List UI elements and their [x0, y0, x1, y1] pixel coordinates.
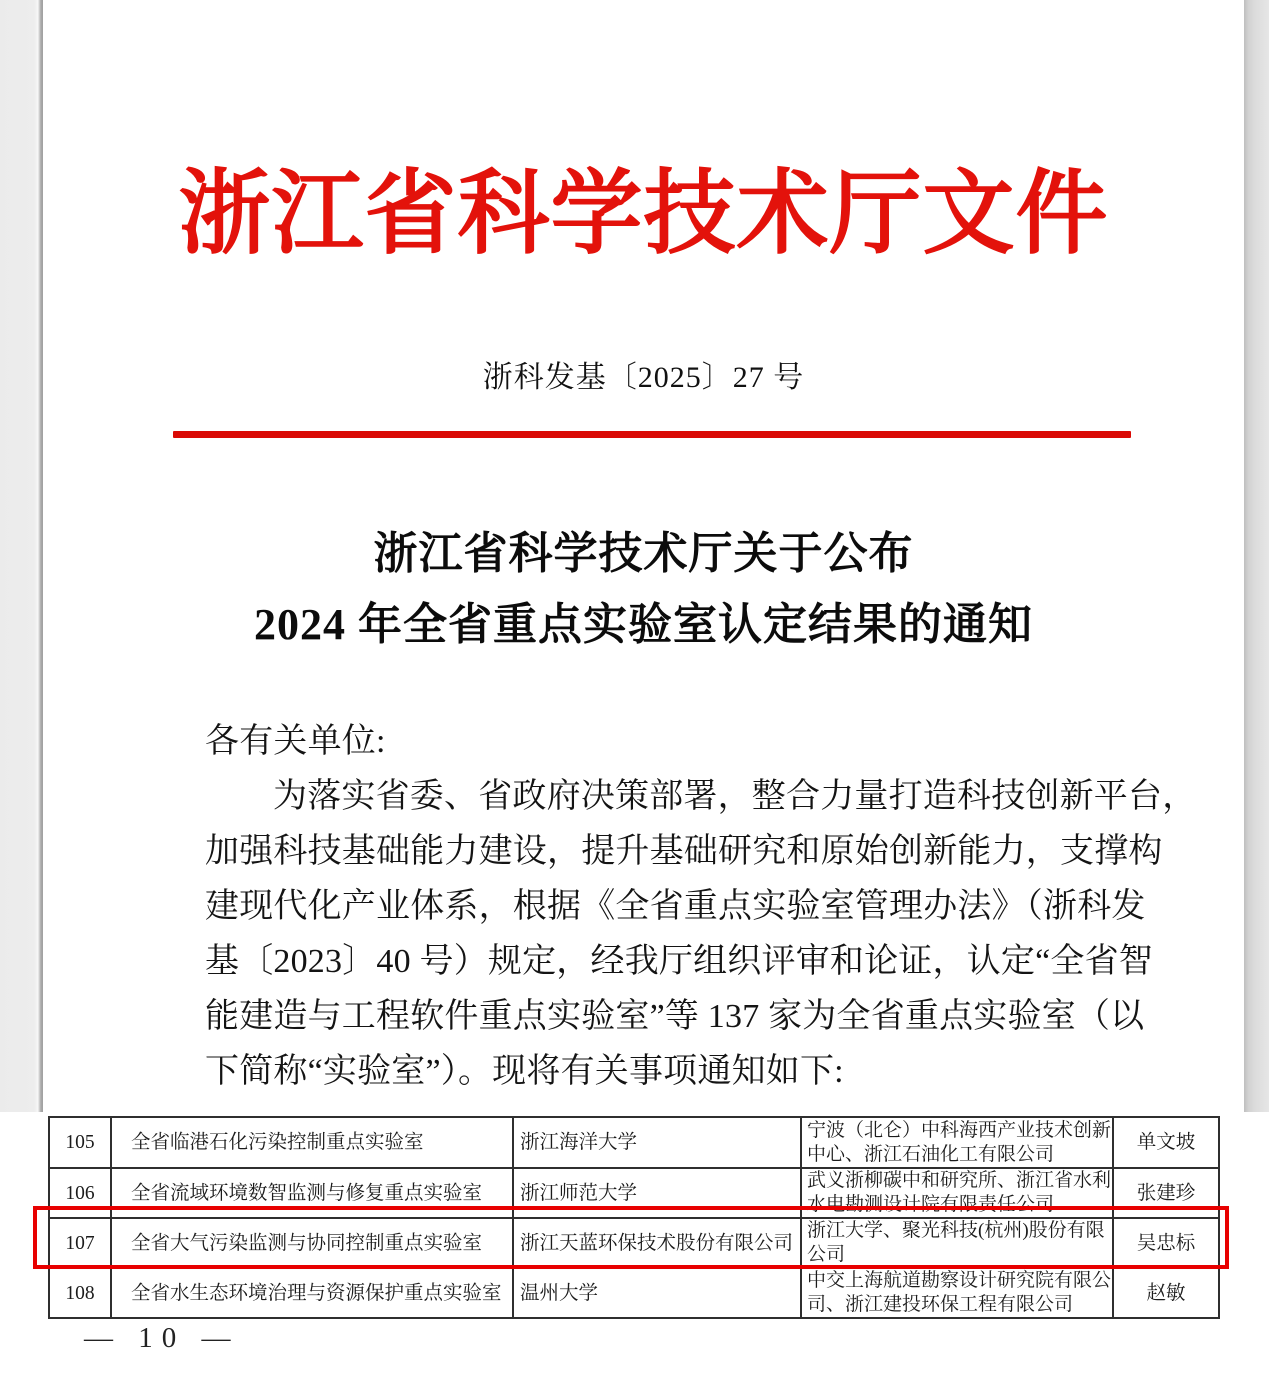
viewer-right-margin	[1244, 0, 1269, 1112]
page-number: — 10 —	[84, 1322, 240, 1354]
salutation: 各有关单位:	[205, 723, 386, 760]
partner-org-cell: 浙江大学、聚光科技(杭州)股份有限公司	[801, 1218, 1113, 1268]
partner-org-cell: 中交上海航道勘察设计研究院有限公司、浙江建投环保工程有限公司	[801, 1268, 1113, 1318]
partner-org-cell: 宁波（北仑）中科海西产业技术创新中心、浙江石油化工有限公司	[801, 1117, 1113, 1168]
body-line: 为落实省委、省政府决策部署，整合力量打造科技创新平台，	[273, 778, 1197, 815]
lab-result-table-section	[0, 1112, 1269, 1386]
table-row	[49, 1268, 1219, 1318]
body-line: 基〔2023〕40 号）规定，经我厅组织评审和论证，认定“全省智	[205, 943, 1153, 980]
body-line: 加强科技基础能力建设，提升基础研究和原始创新能力，支撑构	[205, 833, 1163, 870]
table-row	[49, 1168, 1219, 1218]
lab-name-cell: 全省临港石化污染控制重点实验室	[111, 1117, 513, 1168]
notice-title-line1: 浙江省科学技术厅关于公布	[373, 529, 914, 578]
notice-body	[205, 714, 1197, 1099]
row-number-cell: 107	[49, 1218, 111, 1268]
viewer-left-margin	[0, 0, 43, 1112]
lab-name-cell: 全省流域环境数智监测与修复重点实验室	[111, 1168, 513, 1218]
row-number-cell: 105	[49, 1117, 111, 1168]
director-cell: 张建珍	[1113, 1168, 1219, 1218]
table-row	[49, 1117, 1219, 1168]
lab-name-cell: 全省水生态环境治理与资源保护重点实验室	[111, 1268, 513, 1318]
row-number-cell: 108	[49, 1268, 111, 1318]
document-number: 浙科发基〔2025〕27 号	[482, 361, 805, 394]
director-cell: 吴忠标	[1113, 1218, 1219, 1268]
row-number-cell: 106	[49, 1168, 111, 1218]
agency-header-title: 浙江省科学技术厅文件	[178, 163, 1109, 265]
body-line: 下简称“实验室”）。现将有关事项通知如下:	[205, 1053, 844, 1090]
notice-title	[43, 518, 1244, 660]
body-line: 建现代化产业体系，根据《全省重点实验室管理办法》（浙科发	[205, 888, 1146, 925]
notice-title-line2: 2024 年全省重点实验室认定结果的通知	[254, 600, 1033, 649]
host-org-cell: 浙江师范大学	[513, 1168, 801, 1218]
director-cell: 赵敏	[1113, 1268, 1219, 1318]
body-line: 能建造与工程软件重点实验室”等 137 家为全省重点实验室（以	[205, 998, 1145, 1035]
host-org-cell: 温州大学	[513, 1268, 801, 1318]
host-org-cell: 浙江天蓝环保技术股份有限公司	[513, 1218, 801, 1268]
document-page	[43, 0, 1244, 1112]
director-cell: 单文坡	[1113, 1117, 1219, 1168]
lab-result-table	[48, 1116, 1220, 1319]
partner-org-cell: 武义浙柳碳中和研究所、浙江省水利水电勘测设计院有限责任公司	[801, 1168, 1113, 1218]
table-row-highlighted	[49, 1218, 1219, 1268]
host-org-cell: 浙江海洋大学	[513, 1117, 801, 1168]
lab-name-cell: 全省大气污染监测与协同控制重点实验室	[111, 1218, 513, 1268]
red-divider-rule	[173, 431, 1131, 438]
